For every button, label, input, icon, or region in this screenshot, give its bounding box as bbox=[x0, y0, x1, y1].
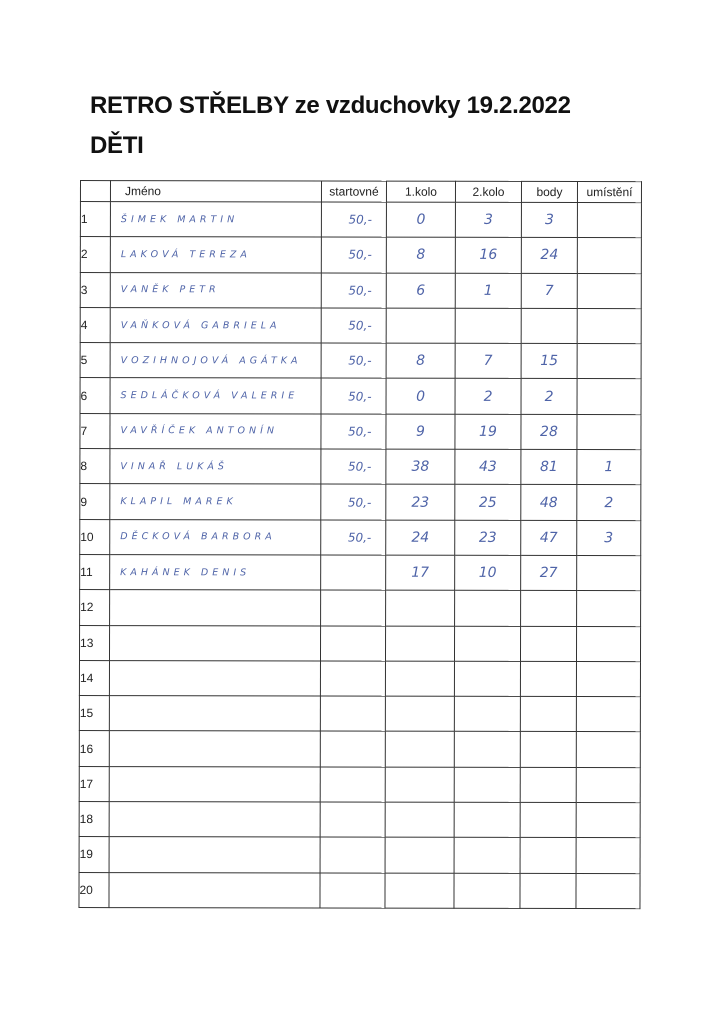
table-row bbox=[80, 484, 641, 520]
table-row bbox=[80, 202, 641, 238]
round-1-score bbox=[386, 308, 455, 343]
entry-fee bbox=[320, 802, 385, 837]
round-1-score bbox=[385, 626, 454, 661]
placement: 1 bbox=[577, 450, 641, 485]
round-1-score: 8 bbox=[386, 237, 455, 272]
total-points bbox=[520, 732, 576, 767]
table-row bbox=[80, 449, 641, 485]
round-2-score: 3 bbox=[455, 202, 521, 237]
placement bbox=[577, 344, 641, 379]
round-2-score: 7 bbox=[455, 343, 521, 378]
entry-fee bbox=[320, 661, 385, 696]
competitor-name bbox=[109, 802, 320, 838]
entry-fee: 50,- bbox=[321, 449, 386, 484]
competitor-name: VAVŘÍČEK ANTONÍN bbox=[110, 413, 321, 449]
header-round-2: 2.kolo bbox=[455, 181, 521, 202]
entry-fee bbox=[320, 626, 385, 661]
row-number: 11 bbox=[80, 554, 110, 589]
round-1-score: 0 bbox=[386, 379, 455, 414]
round-2-score bbox=[454, 802, 520, 837]
round-2-score bbox=[454, 626, 520, 661]
table-row bbox=[80, 519, 641, 555]
placement bbox=[577, 591, 641, 626]
round-1-score: 6 bbox=[386, 273, 455, 308]
round-1-score: 8 bbox=[386, 343, 455, 378]
row-number: 15 bbox=[79, 696, 109, 731]
row-number: 9 bbox=[80, 484, 110, 519]
table-row bbox=[80, 272, 641, 308]
competitor-name bbox=[109, 731, 320, 767]
table-row bbox=[80, 307, 641, 343]
round-2-score bbox=[454, 767, 520, 802]
total-points: 27 bbox=[521, 555, 577, 590]
competitor-name bbox=[109, 696, 320, 732]
entry-fee bbox=[321, 590, 386, 625]
total-points: 48 bbox=[521, 485, 577, 520]
row-number: 20 bbox=[79, 872, 109, 907]
total-points bbox=[521, 308, 577, 343]
total-points: 81 bbox=[521, 450, 577, 485]
total-points: 7 bbox=[521, 273, 577, 308]
header-points: body bbox=[521, 181, 577, 202]
competitor-name: DĚCKOVÁ BARBORA bbox=[110, 519, 321, 555]
total-points bbox=[520, 661, 576, 696]
placement: 2 bbox=[577, 485, 641, 520]
placement bbox=[577, 238, 641, 273]
round-2-score: 43 bbox=[455, 449, 521, 484]
row-number: 10 bbox=[80, 519, 110, 554]
round-2-score bbox=[454, 661, 520, 696]
round-1-score bbox=[385, 732, 454, 767]
entry-fee: 50,- bbox=[321, 202, 386, 237]
page-subtitle: DĚTI bbox=[90, 132, 144, 159]
header-row bbox=[80, 181, 641, 203]
placement bbox=[576, 767, 640, 802]
header-number bbox=[80, 181, 110, 202]
round-1-score bbox=[385, 873, 454, 908]
total-points bbox=[520, 767, 576, 802]
competitor-name: KAHÁNEK DENIS bbox=[110, 555, 321, 591]
round-2-score: 16 bbox=[455, 238, 521, 273]
round-2-score: 23 bbox=[455, 520, 521, 555]
round-1-score bbox=[385, 661, 454, 696]
round-1-score bbox=[385, 767, 454, 802]
placement bbox=[577, 414, 641, 449]
placement bbox=[576, 873, 640, 908]
placement bbox=[576, 803, 640, 838]
total-points bbox=[520, 626, 576, 661]
competitor-name bbox=[109, 872, 320, 908]
entry-fee bbox=[320, 696, 385, 731]
row-number: 4 bbox=[80, 307, 110, 342]
entry-fee: 50,- bbox=[321, 308, 386, 343]
placement bbox=[577, 556, 641, 591]
competitor-name bbox=[109, 625, 320, 661]
round-2-score: 2 bbox=[455, 379, 521, 414]
table-row bbox=[80, 343, 641, 379]
placement bbox=[576, 732, 640, 767]
table-row bbox=[79, 660, 640, 696]
entry-fee: 50,- bbox=[321, 273, 386, 308]
entry-fee bbox=[321, 555, 386, 590]
placement bbox=[577, 308, 641, 343]
placement bbox=[576, 661, 640, 696]
placement bbox=[577, 273, 641, 308]
table-row bbox=[79, 802, 640, 838]
row-number: 8 bbox=[80, 449, 110, 484]
total-points: 24 bbox=[521, 238, 577, 273]
page-title: RETRO STŘELBY ze vzduchovky 19.2.2022 bbox=[90, 92, 571, 119]
competitor-name: KLAPIL MAREK bbox=[110, 484, 321, 520]
entry-fee bbox=[320, 873, 385, 908]
row-number: 2 bbox=[80, 237, 110, 272]
competitor-name: VOZIHNOJOVÁ AGÁTKA bbox=[110, 343, 321, 379]
table-row bbox=[80, 413, 641, 449]
total-points: 3 bbox=[521, 202, 577, 237]
round-1-score bbox=[385, 802, 454, 837]
round-1-score: 23 bbox=[386, 485, 455, 520]
entry-fee bbox=[320, 731, 385, 766]
table-row bbox=[79, 696, 640, 732]
row-number: 3 bbox=[80, 272, 110, 307]
entry-fee: 50,- bbox=[321, 378, 386, 413]
table-row bbox=[80, 554, 641, 590]
total-points bbox=[520, 838, 576, 873]
table-row bbox=[79, 625, 640, 661]
row-number: 6 bbox=[80, 378, 110, 413]
table-row bbox=[80, 237, 641, 273]
row-number: 14 bbox=[79, 660, 109, 695]
round-2-score bbox=[454, 873, 520, 908]
table-row bbox=[79, 837, 640, 873]
competitor-name: VANĚK PETR bbox=[110, 272, 321, 308]
competitor-name bbox=[109, 766, 320, 802]
round-1-score: 17 bbox=[386, 555, 455, 590]
round-2-score: 25 bbox=[455, 485, 521, 520]
round-1-score bbox=[386, 590, 455, 625]
competitor-name: LAKOVÁ TEREZA bbox=[110, 237, 321, 273]
round-2-score bbox=[454, 696, 520, 731]
row-number: 1 bbox=[80, 202, 110, 237]
competitor-name bbox=[109, 660, 320, 696]
header-name: Jméno bbox=[110, 181, 321, 202]
row-number: 13 bbox=[79, 625, 109, 660]
placement bbox=[576, 697, 640, 732]
competitor-name: ŠIMEK MARTIN bbox=[110, 202, 321, 238]
round-1-score: 0 bbox=[386, 202, 455, 237]
results-table bbox=[78, 180, 642, 909]
placement bbox=[577, 203, 641, 238]
round-2-score bbox=[455, 308, 521, 343]
entry-fee bbox=[320, 767, 385, 802]
round-2-score: 1 bbox=[455, 273, 521, 308]
total-points: 28 bbox=[521, 414, 577, 449]
placement bbox=[576, 626, 640, 661]
round-1-score bbox=[385, 837, 454, 872]
round-2-score bbox=[455, 591, 521, 626]
row-number: 7 bbox=[80, 413, 110, 448]
round-2-score bbox=[454, 838, 520, 873]
competitor-name: VAŇKOVÁ GABRIELA bbox=[110, 307, 321, 343]
table-row bbox=[79, 872, 640, 908]
table-row bbox=[79, 731, 640, 767]
placement bbox=[577, 379, 641, 414]
round-2-score: 10 bbox=[455, 555, 521, 590]
header-fee: startovné bbox=[321, 181, 386, 202]
total-points bbox=[520, 697, 576, 732]
entry-fee: 50,- bbox=[321, 520, 386, 555]
row-number: 17 bbox=[79, 766, 109, 801]
row-number: 16 bbox=[79, 731, 109, 766]
round-1-score bbox=[385, 696, 454, 731]
placement: 3 bbox=[577, 520, 641, 555]
row-number: 18 bbox=[79, 802, 109, 837]
entry-fee bbox=[320, 837, 385, 872]
competitor-name: SEDLÁČKOVÁ VALERIE bbox=[110, 378, 321, 414]
header-place: umístění bbox=[577, 182, 641, 203]
header-round-1: 1.kolo bbox=[386, 181, 455, 202]
total-points: 15 bbox=[521, 344, 577, 379]
row-number: 19 bbox=[79, 837, 109, 872]
total-points: 47 bbox=[521, 520, 577, 555]
table-row bbox=[79, 766, 640, 802]
total-points bbox=[521, 591, 577, 626]
entry-fee: 50,- bbox=[321, 414, 386, 449]
competitor-name bbox=[109, 837, 320, 873]
total-points: 2 bbox=[521, 379, 577, 414]
table-row bbox=[80, 590, 641, 626]
competitor-name: VINAŘ LUKÁŠ bbox=[110, 449, 321, 485]
row-number: 12 bbox=[80, 590, 110, 625]
total-points bbox=[520, 802, 576, 837]
placement bbox=[576, 838, 640, 873]
entry-fee: 50,- bbox=[321, 484, 386, 519]
entry-fee: 50,- bbox=[321, 237, 386, 272]
round-1-score: 9 bbox=[386, 414, 455, 449]
row-number: 5 bbox=[80, 343, 110, 378]
round-1-score: 38 bbox=[386, 449, 455, 484]
total-points bbox=[520, 873, 576, 908]
round-1-score: 24 bbox=[386, 520, 455, 555]
competitor-name bbox=[110, 590, 321, 626]
round-2-score: 19 bbox=[455, 414, 521, 449]
entry-fee: 50,- bbox=[321, 343, 386, 378]
table-row bbox=[80, 378, 641, 414]
round-2-score bbox=[454, 732, 520, 767]
